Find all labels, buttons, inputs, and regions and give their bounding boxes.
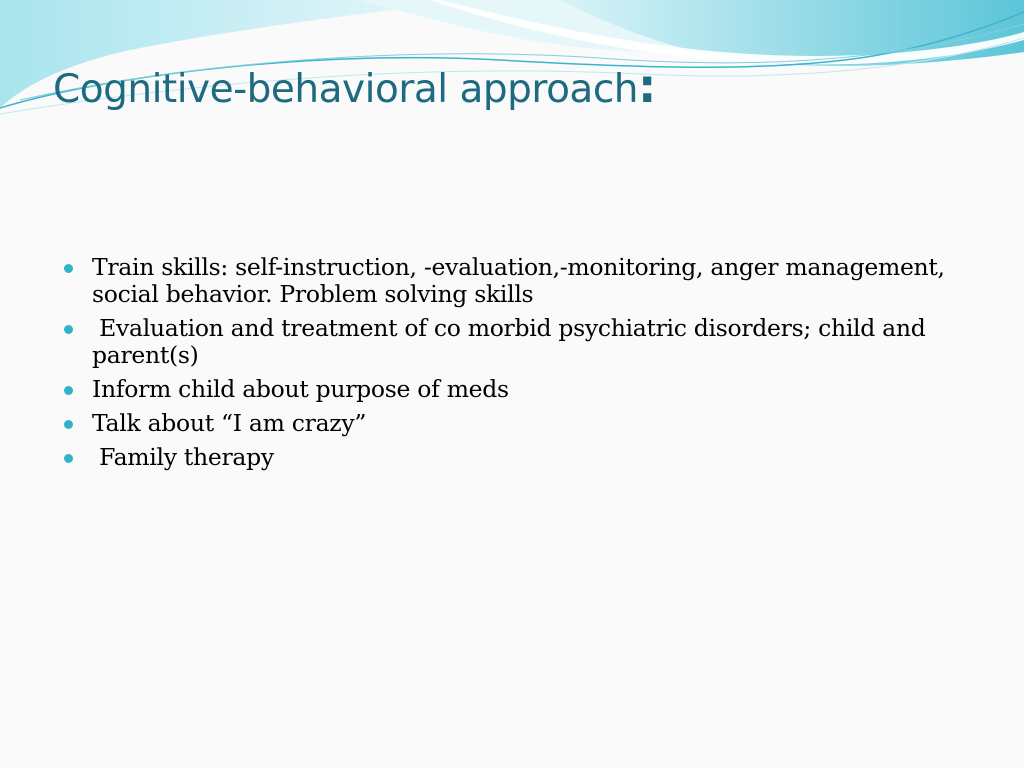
bullet-text: Train skills: self-instruction, -evaluation,-monitoring, anger management, social behavior. Problem solving skills [92, 253, 945, 308]
bullet-dot-icon [64, 264, 73, 273]
bullet-dot-icon [64, 420, 73, 429]
bullet-item [64, 444, 984, 471]
bullet-item [64, 410, 984, 437]
slide-title-colon: : [638, 59, 656, 113]
bullet-text: Evaluation and treatment of co morbid psychiatric disorders; child and parent(s) [92, 314, 933, 369]
slide-title [53, 58, 656, 118]
bullet-text: Family therapy [92, 443, 274, 471]
bullet-item [64, 254, 984, 308]
bullet-text: Talk about “I am crazy” [92, 409, 367, 437]
bullet-item [64, 376, 984, 403]
bullet-dot-icon [64, 325, 73, 334]
slide-title-text: Cognitive-behavioral approach [53, 67, 638, 112]
bullet-text: Inform child about purpose of meds [92, 375, 509, 403]
bullet-dot-icon [64, 386, 73, 395]
bullet-list [64, 254, 984, 478]
bullet-item [64, 315, 984, 369]
bullet-dot-icon [64, 454, 73, 463]
